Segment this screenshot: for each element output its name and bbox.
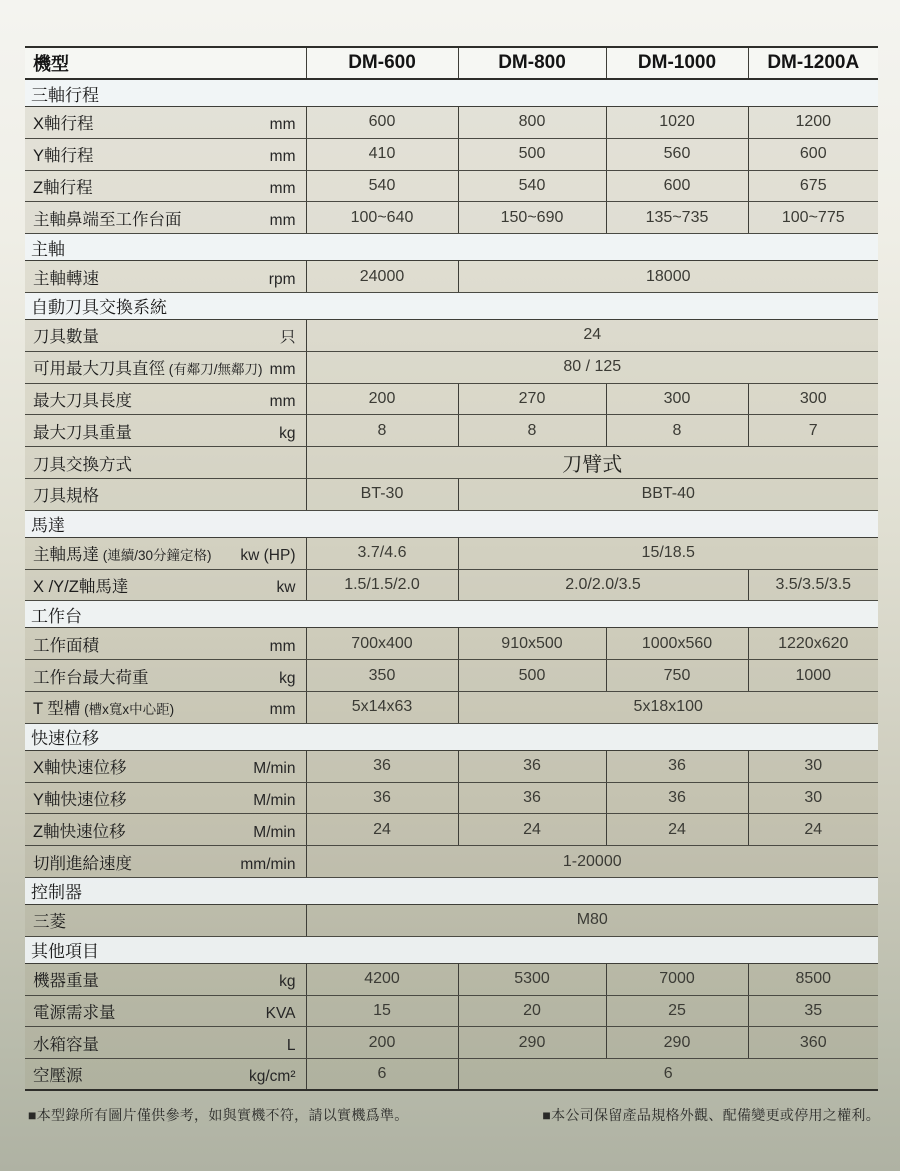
spec-label: 工作面積 bbox=[33, 636, 99, 655]
spec-value: 24 bbox=[306, 814, 458, 846]
section-row bbox=[25, 510, 878, 537]
spec-value: 3.7/4.6 bbox=[306, 537, 458, 569]
spec-label-cell bbox=[25, 569, 306, 601]
section-title: 其他項目 bbox=[25, 936, 878, 963]
spec-label-cell bbox=[25, 351, 306, 383]
spec-row bbox=[25, 202, 878, 234]
spec-value: 15/18.5 bbox=[458, 537, 878, 569]
spec-label-cell bbox=[25, 814, 306, 846]
spec-label-cell bbox=[25, 261, 306, 293]
spec-value: 100~640 bbox=[306, 202, 458, 234]
spec-table bbox=[25, 46, 878, 1091]
spec-value: 750 bbox=[606, 660, 748, 692]
spec-unit: mm bbox=[269, 116, 296, 134]
spec-unit: kw bbox=[276, 578, 296, 596]
spec-value: 24 bbox=[748, 814, 878, 846]
spec-label-cell bbox=[25, 170, 306, 202]
spec-label: 水箱容量 bbox=[33, 1035, 99, 1054]
spec-value: 1000x560 bbox=[606, 628, 748, 660]
spec-unit: M/min bbox=[253, 823, 296, 841]
spec-value: 910x500 bbox=[458, 628, 606, 660]
spec-label: 切削進給速度 bbox=[33, 854, 132, 873]
spec-value: 1.5/1.5/2.0 bbox=[306, 569, 458, 601]
spec-value: 30 bbox=[748, 750, 878, 782]
spec-value: 4200 bbox=[306, 963, 458, 995]
spec-value: 540 bbox=[458, 170, 606, 202]
spec-label: 刀具規格 bbox=[33, 487, 99, 506]
footer-notes bbox=[28, 1105, 880, 1125]
spec-value: 7000 bbox=[606, 963, 748, 995]
spec-value: 200 bbox=[306, 383, 458, 415]
spec-value: 36 bbox=[306, 750, 458, 782]
section-row bbox=[25, 936, 878, 963]
spec-label-note: (槽x寬x中心距) bbox=[80, 702, 175, 718]
model-header-dm600: DM-600 bbox=[306, 47, 458, 79]
spec-value: 2.0/2.0/3.5 bbox=[458, 569, 748, 601]
section-row bbox=[25, 292, 878, 319]
spec-label-cell bbox=[25, 782, 306, 814]
spec-label-cell bbox=[25, 478, 306, 510]
spec-value: 290 bbox=[606, 1027, 748, 1059]
spec-value: 30 bbox=[748, 782, 878, 814]
spec-value: 36 bbox=[458, 782, 606, 814]
spec-row bbox=[25, 537, 878, 569]
spec-value: 135~735 bbox=[606, 202, 748, 234]
spec-unit: mm bbox=[269, 148, 296, 166]
spec-unit: M/min bbox=[253, 791, 296, 809]
footer-note-left: ■本型錄所有圖片僅供參考，如與實機不符，請以實機爲準。 bbox=[28, 1107, 409, 1123]
spec-value: 8500 bbox=[748, 963, 878, 995]
spec-row bbox=[25, 1027, 878, 1059]
spec-value: 270 bbox=[458, 383, 606, 415]
spec-label-cell bbox=[25, 628, 306, 660]
spec-row bbox=[25, 319, 878, 351]
spec-label-cell bbox=[25, 1027, 306, 1059]
section-title: 控制器 bbox=[25, 877, 878, 904]
spec-label-cell bbox=[25, 537, 306, 569]
spec-value: 600 bbox=[606, 170, 748, 202]
spec-value: 36 bbox=[606, 750, 748, 782]
spec-value: 18000 bbox=[458, 261, 878, 293]
spec-label: Z軸快速位移 bbox=[33, 822, 126, 841]
spec-value: 3.5/3.5/3.5 bbox=[748, 569, 878, 601]
spec-label-cell bbox=[25, 904, 306, 936]
spec-value: 刀臂式 bbox=[306, 447, 878, 479]
footer-note-right: ■本公司保留產品規格外觀、配備變更或停用之權利。 bbox=[542, 1107, 880, 1123]
spec-label: 刀具數量 bbox=[33, 328, 99, 347]
spec-label-cell bbox=[25, 846, 306, 878]
spec-row bbox=[25, 1059, 878, 1091]
spec-label: X軸行程 bbox=[33, 115, 94, 134]
spec-label: 電源需求量 bbox=[33, 1003, 116, 1022]
spec-value: 24000 bbox=[306, 261, 458, 293]
spec-value: 150~690 bbox=[458, 202, 606, 234]
spec-label-cell bbox=[25, 447, 306, 479]
spec-row bbox=[25, 814, 878, 846]
spec-row bbox=[25, 415, 878, 447]
spec-value: 1-20000 bbox=[306, 846, 878, 878]
spec-label: Y軸快速位移 bbox=[33, 790, 127, 809]
spec-label-cell bbox=[25, 138, 306, 170]
spec-value: 500 bbox=[458, 138, 606, 170]
spec-value: 300 bbox=[606, 383, 748, 415]
spec-value: 1200 bbox=[748, 107, 878, 139]
spec-value: 350 bbox=[306, 660, 458, 692]
spec-label-cell bbox=[25, 995, 306, 1027]
section-row bbox=[25, 877, 878, 904]
spec-unit: mm bbox=[269, 361, 296, 379]
spec-unit: 只 bbox=[279, 329, 296, 347]
spec-row bbox=[25, 995, 878, 1027]
spec-value: 360 bbox=[748, 1027, 878, 1059]
spec-unit: rpm bbox=[268, 270, 296, 288]
spec-label: 三菱 bbox=[33, 913, 66, 932]
spec-row bbox=[25, 782, 878, 814]
spec-unit: mm bbox=[269, 211, 296, 229]
spec-unit: kg bbox=[279, 424, 296, 442]
spec-value: 410 bbox=[306, 138, 458, 170]
spec-value: 25 bbox=[606, 995, 748, 1027]
spec-unit: kw (HP) bbox=[240, 547, 296, 565]
spec-label-cell bbox=[25, 963, 306, 995]
spec-label-cell bbox=[25, 660, 306, 692]
spec-value: 24 bbox=[306, 319, 878, 351]
spec-value: 5x18x100 bbox=[458, 691, 878, 723]
model-header-dm800: DM-800 bbox=[458, 47, 606, 79]
spec-value: 600 bbox=[306, 107, 458, 139]
spec-value: 24 bbox=[606, 814, 748, 846]
spec-label: X /Y/Z軸馬達 bbox=[33, 577, 129, 596]
section-row bbox=[25, 723, 878, 750]
spec-row bbox=[25, 963, 878, 995]
spec-value: 6 bbox=[306, 1059, 458, 1091]
spec-row bbox=[25, 447, 878, 479]
spec-label: Y軸行程 bbox=[33, 147, 94, 166]
spec-label-note: (連續/30分鐘定格) bbox=[99, 548, 212, 564]
spec-unit: mm/min bbox=[240, 855, 296, 873]
spec-value: 36 bbox=[606, 782, 748, 814]
spec-label: Z軸行程 bbox=[33, 178, 93, 197]
spec-label-note: (有鄰刀/無鄰刀) bbox=[165, 362, 263, 378]
spec-value: 6 bbox=[458, 1059, 878, 1091]
spec-value: 80 / 125 bbox=[306, 351, 878, 383]
spec-value: 1220x620 bbox=[748, 628, 878, 660]
section-title: 馬達 bbox=[25, 510, 878, 537]
section-title: 主軸 bbox=[25, 234, 878, 261]
spec-unit: KVA bbox=[265, 1004, 296, 1022]
section-title: 三軸行程 bbox=[25, 79, 878, 107]
spec-value: 24 bbox=[458, 814, 606, 846]
spec-value: 35 bbox=[748, 995, 878, 1027]
spec-label: T 型槽 (槽x寬x中心距) bbox=[33, 700, 175, 719]
spec-unit: kg bbox=[279, 973, 296, 991]
spec-unit: mm bbox=[269, 179, 296, 197]
spec-unit: kg bbox=[279, 669, 296, 687]
spec-row bbox=[25, 383, 878, 415]
spec-value: 5x14x63 bbox=[306, 691, 458, 723]
spec-row bbox=[25, 351, 878, 383]
section-row bbox=[25, 234, 878, 261]
spec-label: 最大刀具重量 bbox=[33, 423, 132, 442]
spec-value: BBT-40 bbox=[458, 478, 878, 510]
spec-value: 290 bbox=[458, 1027, 606, 1059]
spec-value: BT-30 bbox=[306, 478, 458, 510]
spec-unit: mm bbox=[269, 701, 296, 719]
spec-value: 20 bbox=[458, 995, 606, 1027]
spec-value: 5300 bbox=[458, 963, 606, 995]
spec-row bbox=[25, 904, 878, 936]
spec-label: 機器重量 bbox=[33, 972, 99, 991]
spec-value: 800 bbox=[458, 107, 606, 139]
section-row bbox=[25, 601, 878, 628]
spec-label-cell bbox=[25, 383, 306, 415]
spec-row bbox=[25, 846, 878, 878]
table-header-row bbox=[25, 47, 878, 79]
section-title: 快速位移 bbox=[25, 723, 878, 750]
spec-row bbox=[25, 628, 878, 660]
spec-label-cell bbox=[25, 107, 306, 139]
spec-value: 8 bbox=[306, 415, 458, 447]
spec-row bbox=[25, 750, 878, 782]
spec-row bbox=[25, 107, 878, 139]
section-title: 工作台 bbox=[25, 601, 878, 628]
spec-value: 100~775 bbox=[748, 202, 878, 234]
spec-label-cell bbox=[25, 202, 306, 234]
spec-row bbox=[25, 569, 878, 601]
spec-row bbox=[25, 138, 878, 170]
spec-value: 200 bbox=[306, 1027, 458, 1059]
spec-value: 300 bbox=[748, 383, 878, 415]
spec-label-cell bbox=[25, 1059, 306, 1091]
spec-value: 540 bbox=[306, 170, 458, 202]
spec-label: 主軸轉速 bbox=[33, 269, 99, 288]
spec-label-cell bbox=[25, 750, 306, 782]
spec-value: 560 bbox=[606, 138, 748, 170]
spec-value: 700x400 bbox=[306, 628, 458, 660]
spec-value: 500 bbox=[458, 660, 606, 692]
spec-label-cell bbox=[25, 691, 306, 723]
section-row bbox=[25, 79, 878, 107]
spec-table-body bbox=[25, 79, 878, 1090]
spec-row bbox=[25, 478, 878, 510]
spec-label-cell bbox=[25, 415, 306, 447]
spec-value: 15 bbox=[306, 995, 458, 1027]
spec-unit: L bbox=[286, 1036, 296, 1054]
spec-value: 600 bbox=[748, 138, 878, 170]
spec-value: 8 bbox=[606, 415, 748, 447]
spec-value: 8 bbox=[458, 415, 606, 447]
spec-label: 可用最大刀具直徑 (有鄰刀/無鄰刀) bbox=[33, 360, 263, 379]
spec-value: 7 bbox=[748, 415, 878, 447]
model-header-label: 機型 bbox=[25, 47, 306, 79]
spec-label: 最大刀具長度 bbox=[33, 391, 132, 410]
spec-unit: mm bbox=[269, 392, 296, 410]
spec-label: 主軸鼻端至工作台面 bbox=[33, 210, 182, 229]
spec-row bbox=[25, 691, 878, 723]
spec-label: X軸快速位移 bbox=[33, 759, 127, 778]
spec-value: 36 bbox=[306, 782, 458, 814]
model-header-dm1200a: DM-1200A bbox=[748, 47, 878, 79]
spec-row bbox=[25, 170, 878, 202]
spec-unit: M/min bbox=[253, 760, 296, 778]
spec-value: 1020 bbox=[606, 107, 748, 139]
spec-unit: mm bbox=[269, 637, 296, 655]
spec-label: 刀具交換方式 bbox=[33, 455, 132, 474]
spec-label-cell bbox=[25, 319, 306, 351]
spec-label: 主軸馬達 (連續/30分鐘定格) bbox=[33, 546, 212, 565]
spec-value: 1000 bbox=[748, 660, 878, 692]
spec-row bbox=[25, 261, 878, 293]
spec-value: 36 bbox=[458, 750, 606, 782]
spec-label: 空壓源 bbox=[33, 1067, 83, 1086]
spec-row bbox=[25, 660, 878, 692]
spec-label: 工作台最大荷重 bbox=[33, 668, 149, 687]
spec-unit: kg/cm² bbox=[249, 1068, 296, 1086]
section-title: 自動刀具交換系統 bbox=[25, 292, 878, 319]
spec-value: 675 bbox=[748, 170, 878, 202]
model-header-dm1000: DM-1000 bbox=[606, 47, 748, 79]
spec-value: M80 bbox=[306, 904, 878, 936]
